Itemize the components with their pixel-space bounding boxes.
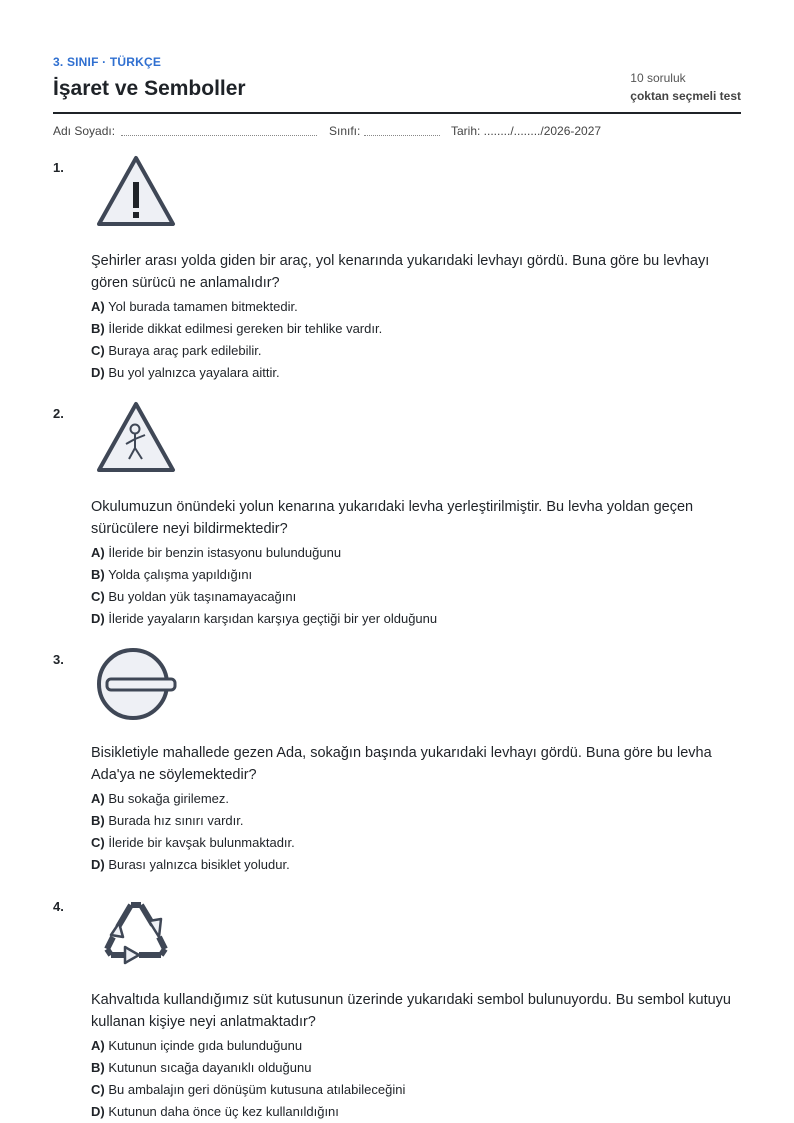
option-c[interactable] xyxy=(91,832,741,854)
option-text: Kutunun sıcağa dayanıklı olduğunu xyxy=(108,1060,312,1075)
class-label: Sınıfı: xyxy=(329,124,361,138)
option-letter: B) xyxy=(91,567,105,582)
class-field-line[interactable] xyxy=(364,135,440,136)
option-letter: A) xyxy=(91,1038,105,1053)
options-list xyxy=(91,788,741,876)
option-text: Bu ambalajın geri dönüşüm kutusuna atılabileceğini xyxy=(108,1082,406,1097)
option-d[interactable] xyxy=(91,1101,741,1123)
option-text: Yolda çalışma yapıldığını xyxy=(108,567,253,582)
option-c[interactable] xyxy=(91,586,741,608)
option-text: İleride dikkat edilmesi gereken bir tehlike vardır. xyxy=(108,321,383,336)
question-text: Okulumuzun önündeki yolun kenarına yukarıdaki levha yerleştirilmiştir. Bu levha yoldan geçen sürücülere neyi bildirmektedir? xyxy=(91,499,694,537)
question-count: 10 soruluk xyxy=(630,71,686,85)
option-letter: C) xyxy=(91,835,105,850)
question-number: 2. xyxy=(53,406,64,421)
name-field-line[interactable] xyxy=(121,135,317,136)
option-letter: D) xyxy=(91,365,105,380)
option-text: Buraya araç park edilebilir. xyxy=(108,343,262,358)
option-letter: A) xyxy=(91,545,105,560)
option-b[interactable] xyxy=(91,1057,741,1079)
question-text: Kahvaltıda kullandığımız süt kutusunun üzerinde yukarıdaki sembol bulunuyordu. Bu sembol kutuyu kullanan kişiye neyi anlatmaktadır? xyxy=(91,992,731,1030)
option-b[interactable] xyxy=(91,318,741,340)
option-b[interactable] xyxy=(91,564,741,586)
pedestrian-crossing-sign-icon xyxy=(93,400,179,480)
option-letter: B) xyxy=(91,813,105,828)
option-letter: D) xyxy=(91,857,105,872)
option-letter: A) xyxy=(91,791,105,806)
options-list xyxy=(91,1035,741,1123)
option-text: Bu sokağa girilemez. xyxy=(108,791,230,806)
question-number: 4. xyxy=(53,899,64,914)
no-entry-sign-icon xyxy=(93,646,179,726)
option-d[interactable] xyxy=(91,362,741,384)
option-letter: D) xyxy=(91,1104,105,1119)
option-c[interactable] xyxy=(91,340,741,362)
option-letter: B) xyxy=(91,321,105,336)
grade-subject-label: 3. SINIF · TÜRKÇE xyxy=(53,55,162,69)
option-a[interactable] xyxy=(91,1035,741,1057)
test-meta xyxy=(630,71,741,103)
page-header xyxy=(53,55,741,114)
warning-triangle-icon xyxy=(93,154,179,234)
option-b[interactable] xyxy=(91,810,741,832)
question-text: Bisikletiyle mahallede gezen Ada, sokağın başında yukarıdaki levhayı gördü. Buna göre bu levha Ada'ya ne söylemektedir? xyxy=(91,745,712,783)
page-title: İşaret ve Semboller xyxy=(53,77,246,100)
option-letter: C) xyxy=(91,343,105,358)
option-text: Bu yol yalnızca yayalara aittir. xyxy=(108,365,280,380)
option-letter: C) xyxy=(91,1082,105,1097)
recycle-symbol-icon xyxy=(93,893,179,973)
option-text: Burada hız sınırı vardır. xyxy=(108,813,244,828)
option-text: Kutunun içinde gıda bulunduğunu xyxy=(108,1038,303,1053)
option-c[interactable] xyxy=(91,1079,741,1101)
options-list xyxy=(91,296,741,384)
option-d[interactable] xyxy=(91,854,741,876)
option-text: Burası yalnızca bisiklet yoludur. xyxy=(108,857,290,872)
option-d[interactable] xyxy=(91,608,741,630)
option-text: İleride yayaların karşıdan karşıya geçtiği bir yer olduğunu xyxy=(108,611,438,626)
option-text: Kutunun daha önce üç kez kullanıldığını xyxy=(108,1104,339,1119)
name-label: Adı Soyadı: xyxy=(53,124,116,138)
question-text: Şehirler arası yolda giden bir araç, yol kenarında yukarıdaki levhayı gördü. Buna göre bu levhayı gören sürücü ne anlamalıdır? xyxy=(91,253,710,291)
option-a[interactable] xyxy=(91,542,741,564)
option-text: İleride bir kavşak bulunmaktadır. xyxy=(108,835,295,850)
question-number: 1. xyxy=(53,160,64,175)
option-letter: B) xyxy=(91,1060,105,1075)
option-letter: D) xyxy=(91,611,105,626)
option-a[interactable] xyxy=(91,296,741,318)
question-number: 3. xyxy=(53,652,64,667)
option-a[interactable] xyxy=(91,788,741,810)
date-label: Tarih: ......../......../2026-2027 xyxy=(451,124,602,138)
option-text: Bu yoldan yük taşınamayacağını xyxy=(108,589,297,604)
option-text: Yol burada tamamen bitmektedir. xyxy=(108,299,298,314)
option-letter: A) xyxy=(91,299,105,314)
test-type: çoktan seçmeli test xyxy=(630,89,741,103)
option-text: İleride bir benzin istasyonu bulunduğunu xyxy=(108,545,342,560)
option-letter: C) xyxy=(91,589,105,604)
options-list xyxy=(91,542,741,630)
